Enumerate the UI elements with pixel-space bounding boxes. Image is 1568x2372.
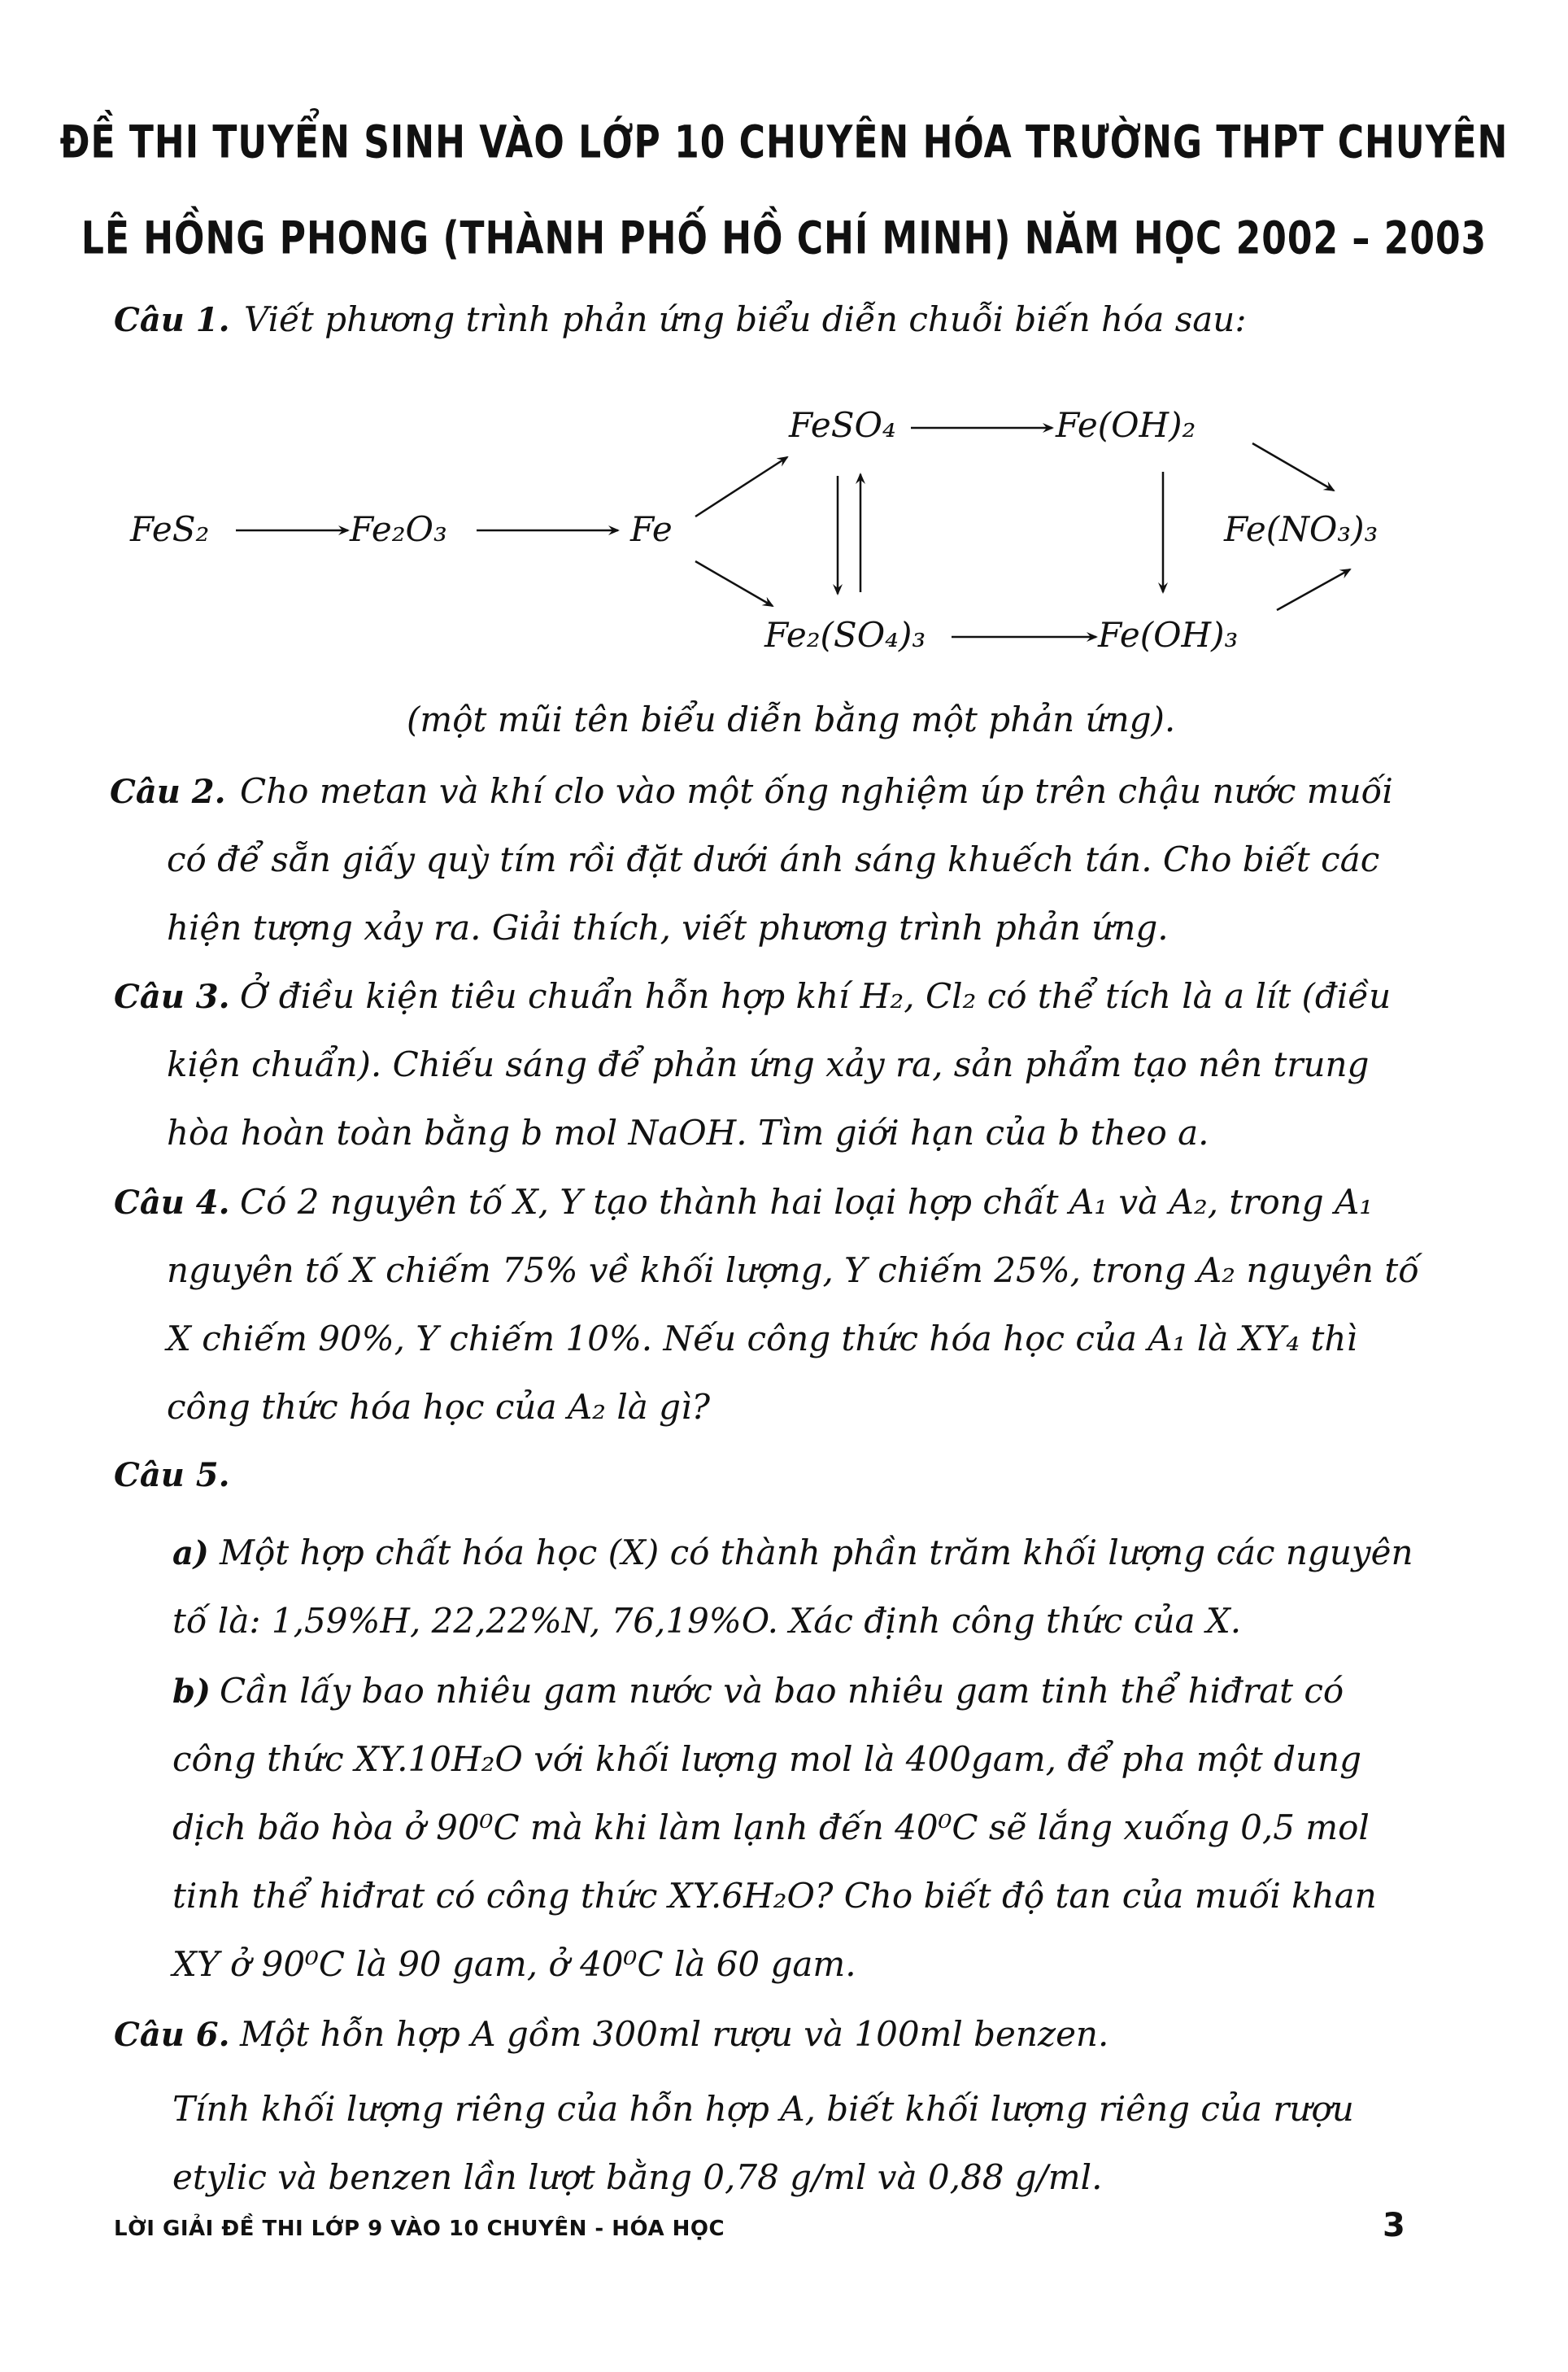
question-2-line-2: có để sẵn giấy quỳ tím rồi đặt dưới ánh sáng khuếch tán. Cho biết các — [167, 839, 1380, 879]
question-4-line-2: nguyên tố X chiếm 75% về khối lượng, Y chiếm 25%, trong A₂ nguyên tố — [167, 1250, 1419, 1290]
question-5b-line-2: công thức XY.10H₂O với khối lượng mol là 400gam, để pha một dung — [172, 1739, 1361, 1779]
question-4-line-4: công thức hóa học của A₂ là gì? — [167, 1387, 711, 1427]
compound-fe2so43: Fe₂(SO₄)₃ — [764, 615, 926, 655]
question-5b-line-1: Cần lấy bao nhiêu gam nước và bao nhiêu gam tinh thể hiđrat có — [220, 1671, 1344, 1711]
page-number: 3 — [1383, 2207, 1405, 2244]
question-3-line-2: kiện chuẩn). Chiếu sáng để phản ứng xảy ra, sản phẩm tạo nên trung — [167, 1044, 1370, 1084]
question-1-note: (một mũi tên biểu diễn bằng một phản ứng). — [407, 700, 1176, 739]
question-1-text: Viết phương trình phản ứng biểu diễn chuỗi biến hóa sau: — [244, 299, 1247, 339]
title-line-2: LÊ HỒNG PHONG (THÀNH PHỐ HỒ CHÍ MINH) NĂM HỌC 2002 – 2003 — [81, 212, 1487, 265]
question-3-line-3: hòa hoàn toàn bằng b mol NaOH. Tìm giới hạn của b theo a. — [167, 1113, 1209, 1153]
compound-fes2: FeS₂ — [130, 509, 210, 549]
question-5b-line-3: dịch bão hòa ở 90⁰C mà khi làm lạnh đến 40⁰C sẽ lắng xuống 0,5 mol — [172, 1807, 1370, 1847]
compound-feno33: Fe(NO₃)₃ — [1224, 509, 1379, 549]
question-4-line-1: Có 2 nguyên tố X, Y tạo thành hai loại hợp chất A₁ và A₂, trong A₁ — [240, 1182, 1374, 1222]
question-2-line-1: Cho metan và khí clo vào một ống nghiệm úp trên chậu nước muối — [240, 771, 1393, 811]
question-6-label: Câu 6. — [114, 2016, 230, 2054]
question-4-label: Câu 4. — [114, 1184, 230, 1222]
question-5a-line-1: Một hợp chất hóa học (X) có thành phần trăm khối lượng các nguyên — [220, 1533, 1413, 1572]
question-5a-line-2: tố là: 1,59%H, 22,22%N, 76,19%O. Xác định công thức của X. — [172, 1601, 1242, 1641]
question-5b-label: b) — [172, 1672, 211, 1711]
footer-book-title: LỜI GIẢI ĐỀ THI LỚP 9 VÀO 10 CHUYÊN - HÓA HỌC — [114, 2217, 725, 2241]
question-6-line-3: etylic và benzen lần lượt bằng 0,78 g/ml và 0,88 g/ml. — [172, 2157, 1103, 2197]
reaction-chain-diagram — [0, 0, 1568, 732]
question-3-label: Câu 3. — [114, 978, 230, 1016]
question-6-line-2: Tính khối lượng riêng của hỗn hợp A, biết khối lượng riêng của rượu — [172, 2089, 1354, 2129]
arrow-feoh3-feno33 — [1277, 569, 1350, 610]
question-2-label: Câu 2. — [110, 773, 226, 811]
question-1-label: Câu 1. — [114, 301, 230, 339]
arrow-fe-fe2so43 — [695, 561, 773, 606]
question-4-line-3: X chiếm 90%, Y chiếm 10%. Nếu công thức hóa học của A₁ là XY₄ thì — [167, 1319, 1357, 1358]
question-3-line-1: Ở điều kiện tiêu chuẩn hỗn hợp khí H₂, Cl₂ có thể tích là a lít (điều — [240, 976, 1392, 1016]
compound-feoh2: Fe(OH)₂ — [1056, 405, 1196, 445]
question-5a-label: a) — [172, 1534, 209, 1572]
question-5-label: Câu 5. — [114, 1456, 230, 1494]
compound-feoh3: Fe(OH)₃ — [1098, 615, 1239, 655]
title-line-1: ĐỀ THI TUYỂN SINH VÀO LỚP 10 CHUYÊN HÓA TRƯỜNG THPT CHUYÊN — [59, 116, 1509, 169]
question-5b-line-4: tinh thể hiđrat có công thức XY.6H₂O? Cho biết độ tan của muối khan — [172, 1876, 1377, 1916]
question-5b-line-5: XY ở 90⁰C là 90 gam, ở 40⁰C là 60 gam. — [172, 1944, 856, 1984]
compound-feso4: FeSO₄ — [789, 405, 896, 445]
arrow-feoh2-feno33 — [1252, 443, 1334, 491]
question-2-line-3: hiện tượng xảy ra. Giải thích, viết phương trình phản ứng. — [167, 908, 1169, 948]
arrow-fe-feso4 — [695, 457, 787, 517]
compound-fe: Fe — [630, 509, 673, 549]
compound-fe2o3: Fe₂O₃ — [350, 509, 447, 549]
question-6-line-1: Một hỗn hợp A gồm 300ml rượu và 100ml benzen. — [240, 2014, 1109, 2054]
